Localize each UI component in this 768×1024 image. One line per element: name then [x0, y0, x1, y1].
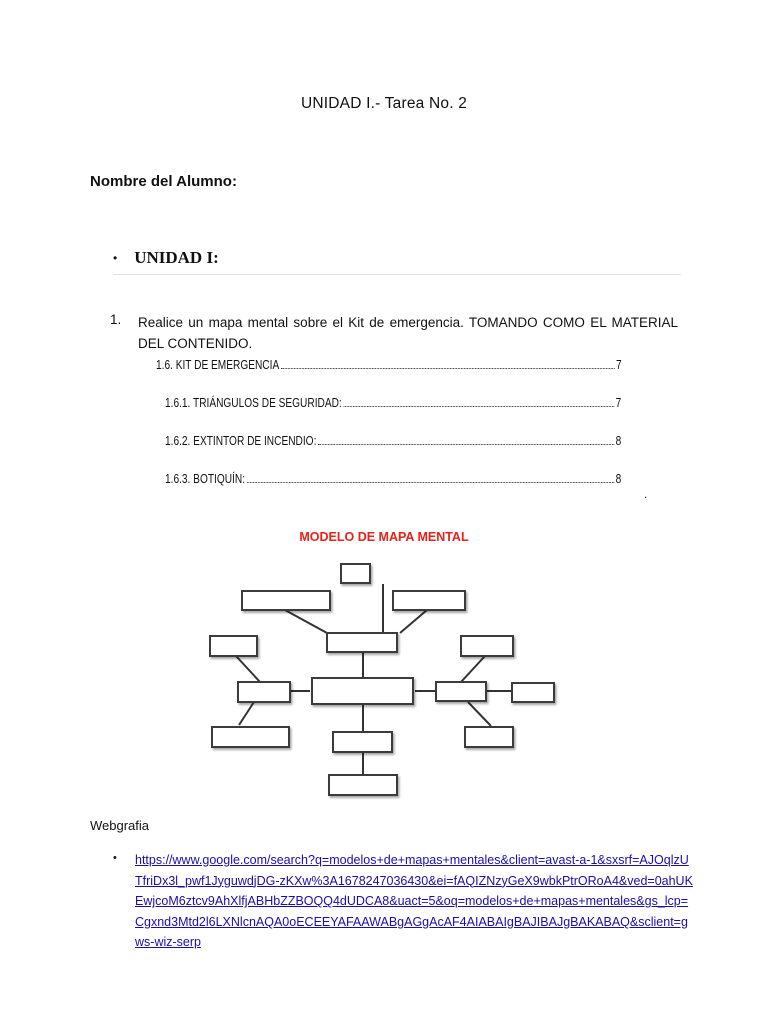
- map-box: [436, 682, 486, 701]
- page-title: UNIDAD I.- Tarea No. 2: [300, 95, 468, 112]
- toc-page: 7: [615, 395, 622, 410]
- toc-label: 1.6.2. EXTINTOR DE INCENDIO:: [165, 433, 317, 448]
- toc-leader-dots: [281, 368, 615, 369]
- toc-page: 8: [615, 471, 622, 486]
- unit-label: UNIDAD I:: [134, 248, 219, 267]
- bullet-icon: •: [113, 251, 118, 265]
- map-box: [341, 564, 370, 583]
- map-box: [329, 775, 397, 795]
- toc-leader-dots: [247, 482, 615, 483]
- toc-row: [165, 471, 621, 486]
- question-text: Realice un mapa mental sobre el Kit de emergencia. TOMANDO COMO EL MATERIAL DEL CONTENIDO.: [138, 315, 678, 351]
- toc-label: 1.6. KIT DE EMERGENCIA: [156, 357, 280, 372]
- student-name-label: Nombre del Alumno:: [90, 173, 237, 190]
- toc-label: 1.6.3. BOTIQUÍN:: [165, 471, 246, 486]
- map-box: [238, 682, 290, 702]
- map-box: [242, 591, 330, 610]
- toc-row: [156, 357, 622, 372]
- toc-page: 7: [616, 357, 622, 372]
- toc-label: 1.6.1. TRIÁNGULOS DE SEGURIDAD:: [165, 395, 342, 410]
- toc-row: [165, 395, 621, 410]
- map-box: [393, 591, 465, 610]
- bullet-icon: •: [113, 852, 117, 864]
- question-number: 1.: [110, 312, 122, 327]
- map-box: [465, 727, 513, 747]
- stray-period: .: [644, 487, 648, 501]
- unit-heading: [113, 248, 681, 275]
- map-box: [461, 636, 513, 656]
- mind-map-title: MODELO DE MAPA MENTAL: [299, 530, 469, 544]
- reference-link[interactable]: https://www.google.com/search?q=modelos+de+mapas+mentales&client=avast-a-1&sxsrf=AJOqlzUTfriDx3l_pwf1JyguwdjDG-zKXw%3A1678247036430&ei=fAQIZNzyGeX9wbkPtrORoA4&ved=0ahUKEwjcoM6ztcv9AhXlfjABHbZZBOQQ4dUDCA8&uact=5&oq=modelos+de+mapas+mentales&gs_lcp=Cgxnd3Mtd2l6LXNlcnAQA0oECEEYAFAAWABgAGgAcAF4AIABAIgBAJIBAJgBAKABAQ&sclient=gws-wiz-serp: [135, 853, 693, 950]
- toc-leader-dots: [343, 406, 614, 407]
- map-box: [210, 636, 257, 656]
- toc-page: 8: [615, 433, 622, 448]
- toc-row: [165, 433, 621, 448]
- map-box: [512, 683, 554, 702]
- toc-leader-dots: [318, 444, 614, 445]
- mind-map-diagram: [205, 560, 565, 805]
- map-box: [327, 633, 397, 652]
- map-box: [212, 727, 289, 747]
- map-box: [312, 678, 413, 704]
- map-box: [333, 732, 392, 752]
- webgrafia-heading: Webgrafia: [90, 818, 150, 833]
